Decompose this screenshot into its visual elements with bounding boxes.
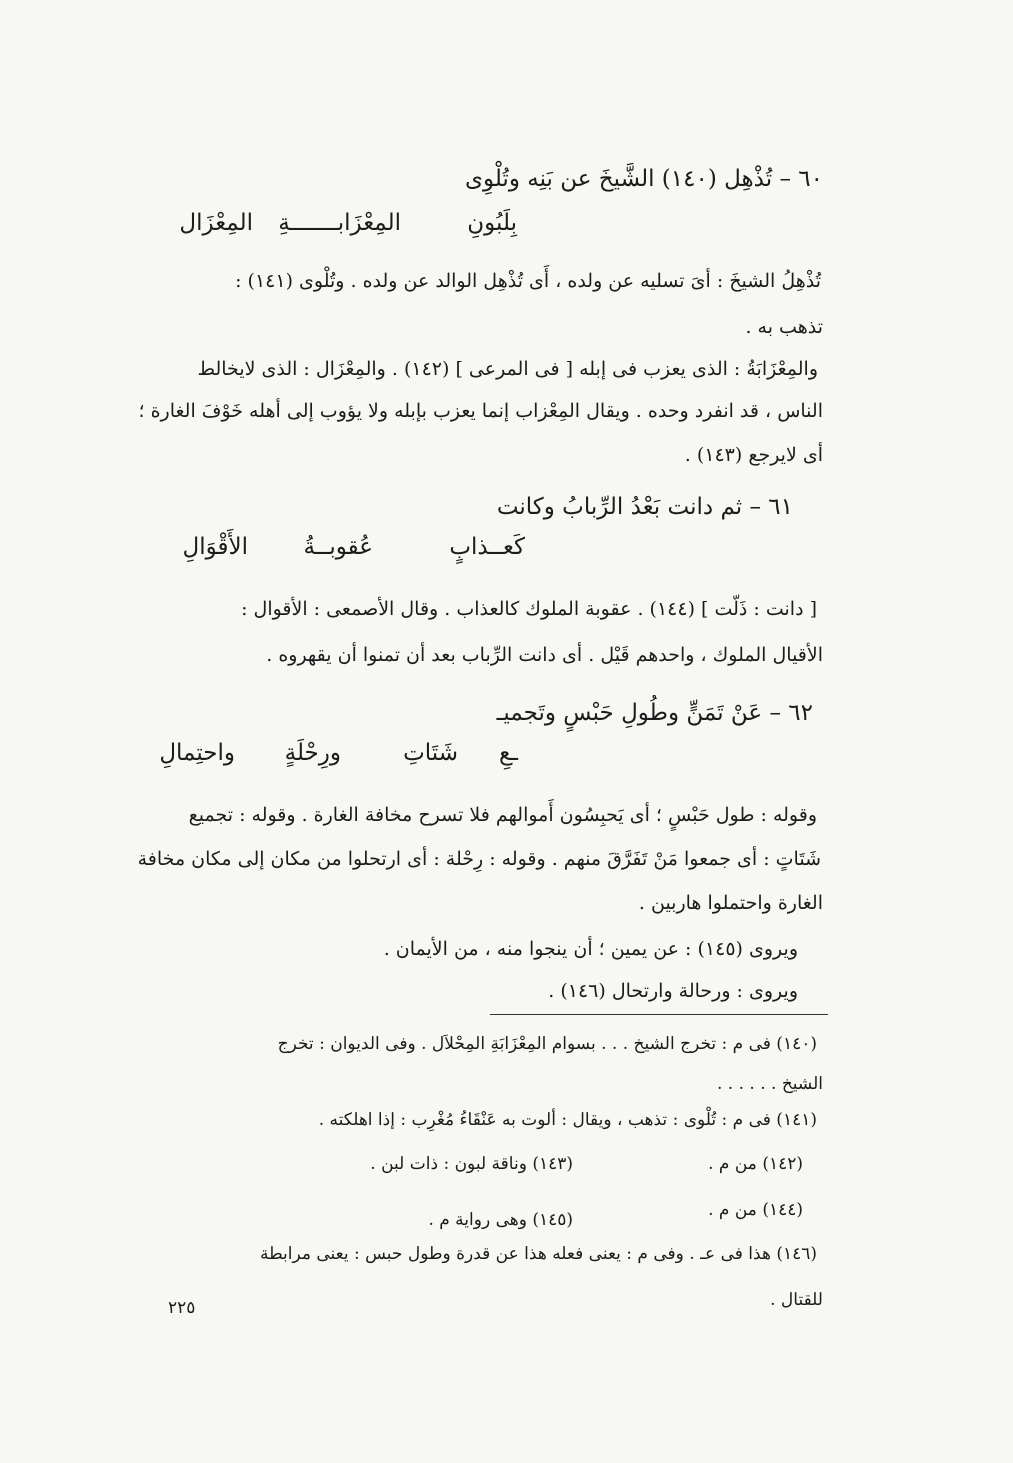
footnote-144: (١٤٤) من م . [708, 1200, 803, 1220]
commentary-62-line-3: الغارة واحتملوا هاربين . [638, 892, 823, 914]
commentary-60-line-5: أى لايرجع (١٤٣) . [684, 444, 823, 466]
verse-60-first-hemistich: ٦٠ – تُذْهِل (١٤٠) الشَّيخَ عن بَنِه وتُلْوِى [464, 166, 823, 192]
verse-61-word-2: عُقوبــةُ [303, 534, 373, 560]
footnote-141: (١٤١) فى م : تُلْوى : تذهب ، ويقال : ألوت به عَنْقَاءُ مُغْرِب : إذا اهلكته . [318, 1110, 817, 1130]
riwaya-line-1: ويروى (١٤٥) : عن يمين ؛ أن ينجوا منه ، من الأيمان . [383, 938, 798, 960]
footnote-146-line-2: للقتال . [770, 1290, 823, 1310]
footnote-140-line-1: (١٤٠) فى م : تخرج الشيخ . . . بسوام المِعْزَابَةِ المِحْلاَل . وفى الديوان : تخرج [277, 1034, 817, 1054]
riwaya-line-2: ويروى : ورحالة وارتحال (١٤٦) . [548, 980, 798, 1002]
footnote-140-line-2: الشيخ . . . . . . [716, 1074, 823, 1094]
commentary-60-line-1: تُذْهِلُ الشيخَ : أىَ تسليه عن ولده ، أَى تُذْهِل الوالد عن ولده . وتُلْوى (١٤١) : [235, 270, 821, 292]
footnote-146-line-1: (١٤٦) هذا فى عـ . وفى م : يعنى فعله هذا عن قدرة وطول حبس : يعنى مرابطة [259, 1244, 817, 1264]
commentary-61-line-2: الأقيال الملوك ، واحدهم قَيْل . أى دانت الرِّباب بعد أن تمنوا أن يقهروه . [266, 644, 823, 666]
verse-61-word-3: الأَقْوَالِ [182, 534, 248, 560]
verse-62-word-3: ورِحْلَةٍ [284, 740, 341, 766]
verse-62-word-4: واحتِمالِ [159, 740, 235, 766]
verse-61-first-hemistich: ٦١ – ثم دانت بَعْدُ الرِّبابُ وكانت [496, 494, 793, 520]
verse-60-word-1: بِلَبُونِ [467, 210, 517, 236]
commentary-60-line-2: تذهب به . [745, 316, 823, 338]
verse-60-word-3: المِعْزَال [179, 210, 253, 236]
commentary-62-line-1: وقوله : طول حَبْسٍ ؛ أى يَحبِسُون أَموالهم فلا تسرح مخافة الغارة . وقوله : تجميع [188, 804, 817, 826]
commentary-61-line-1: [ دانت : ذَلّت ] (١٤٤) . عقوبة الملوك كالعذاب . وقال الأصمعى : الأقوال : [241, 598, 817, 620]
verse-60-word-2: المِعْزَابـــــــةِ [278, 210, 401, 236]
commentary-62-line-2: شَتَاتٍ : أى جمعوا مَنْ تَفَرَّقَ منهم . وقوله : رِحْلة : أى ارتحلوا من مكان إلى مكان مخافة [137, 848, 821, 870]
verse-62-first-hemistich: ٦٢ – عَنْ تَمَنٍّ وطُولِ حَبْسٍ وتَجميـ [496, 700, 813, 726]
footnote-142: (١٤٢) من م . [708, 1154, 803, 1174]
footnote-145: (١٤٥) وهى رواية م . [428, 1210, 573, 1230]
verse-61-word-1: كَعــذابٍ [449, 534, 525, 560]
verse-62-word-2: شَتَاتِ [403, 740, 458, 766]
commentary-60-line-3: والمِعْزَابَةُ : الذى يعزب فى إبله [ فى المرعى ] (١٤٢) . والمِعْزَال : الذى لايخالط [197, 358, 818, 380]
commentary-60-line-4: الناس ، قد انفرد وحده . ويقال المِعْزاب إنما يعزب بإبله ولا يؤوب إلى أهله خَوْفَ الغارة ؛ [138, 400, 823, 422]
page-number: ٢٢٥ [168, 1298, 196, 1318]
footnote-separator [490, 1014, 828, 1015]
footnote-143: (١٤٣) وناقة لبون : ذات لبن . [370, 1154, 573, 1174]
verse-62-word-1: ـعِ [499, 740, 518, 766]
